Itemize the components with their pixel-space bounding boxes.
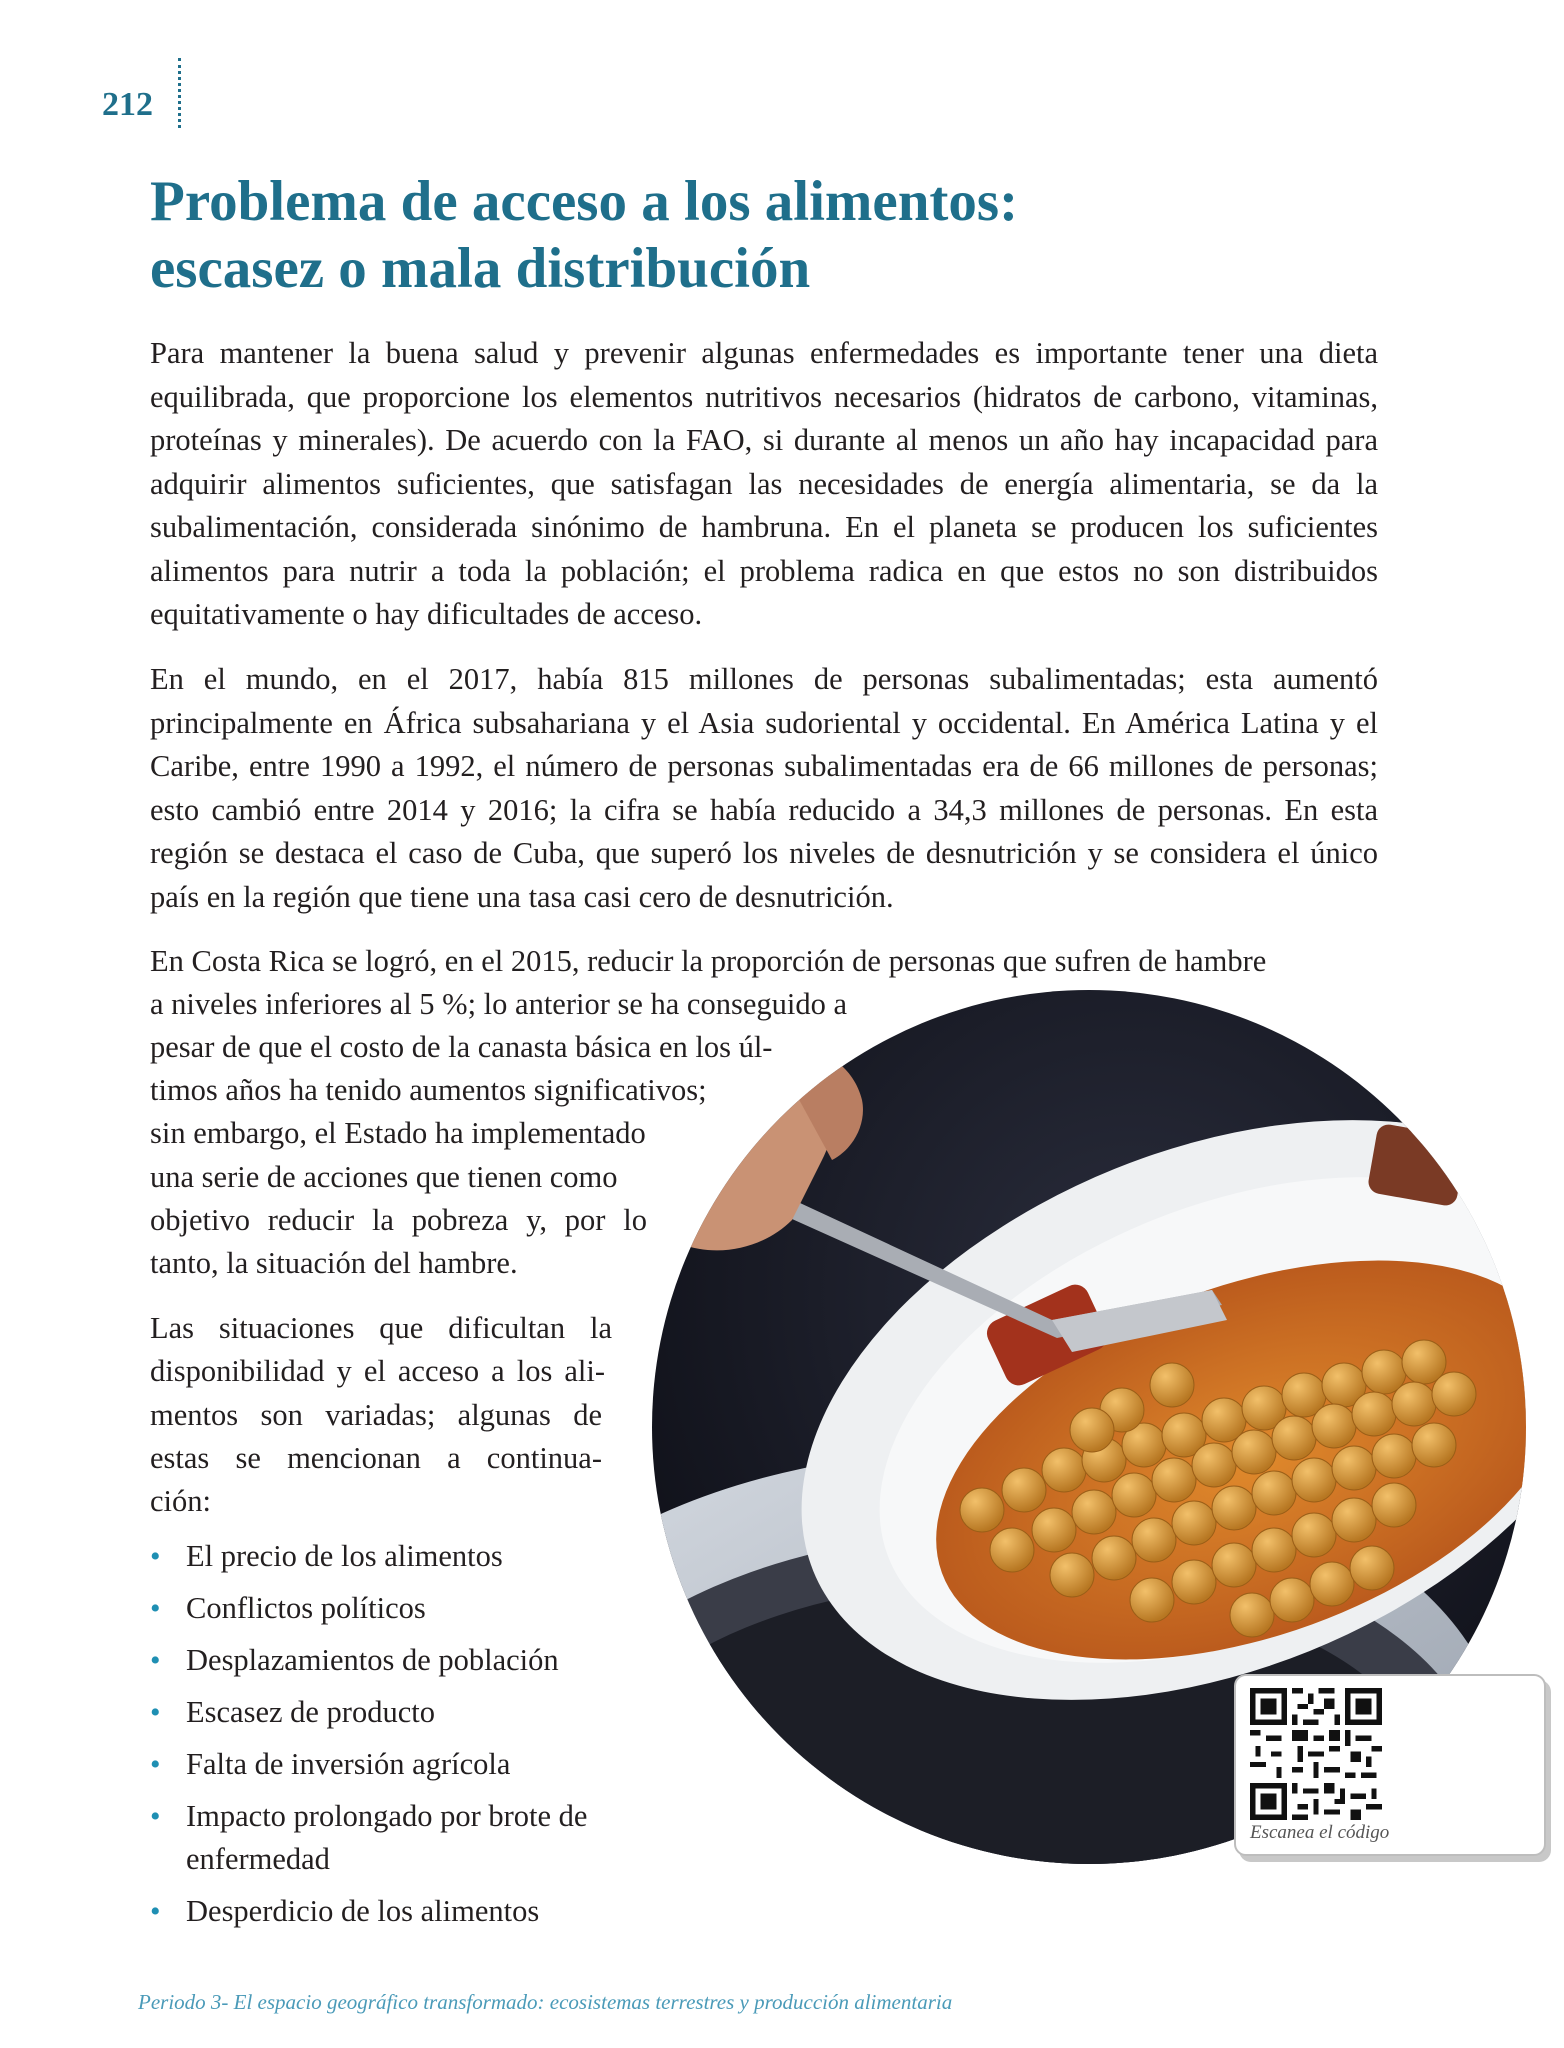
list-item: • Escasez de producto	[150, 1691, 670, 1734]
bullet-dot-icon: •	[150, 1540, 161, 1573]
list-item: • Impacto prolongado por brote de enfermedad	[150, 1795, 670, 1881]
list-item: • Falta de inversión agrícola	[150, 1743, 670, 1786]
page-number-divider	[178, 58, 181, 128]
bullet-list	[150, 1535, 670, 1942]
paragraph-2: En el mundo, en el 2017, había 815 millones de personas subalimentadas; esta aumentó principalmente en África subsahariana y el Asia sudoriental y occidental. En América Latina y el Caribe, entre 1990 a 1992, el número de personas subalimentadas era de 66 millones de personas; esto cambió entre 2014 y 2016; la cifra se había reducido a 34,3 millones de personas. En esta región se destaca el caso de Cuba, que superó los niveles de desnutrición y se considera el único país en la región que tiene una tasa casi cero de desnutrición.	[150, 662, 1378, 914]
wrapped-line: Las situaciones que dificultan la	[150, 1311, 612, 1345]
paragraph-1: Para mantener la buena salud y prevenir algunas enfermedades es importante tener una dieta equilibrada, que proporcione los elementos nutritivos necesarios (hidratos de carbono, vitaminas, proteínas y minerales). De acuerdo con la FAO, si durante al menos un año hay incapacidad para adquirir alimentos suficientes, que satisfagan las necesidades de energía alimentaria, se da la subalimentación, considerada sinónimo de hambruna. En el planeta se producen los suficientes alimentos para nutrir a toda la población; el problema radica en que estos no son distribuidos equitativamente o hay dificultades de acceso.	[150, 336, 1378, 631]
bullet-dot-icon: •	[150, 1748, 161, 1781]
list-item: • Desperdicio de los alimentos	[150, 1890, 670, 1933]
title-line-1: Problema de acceso a los alimentos:	[150, 170, 1019, 233]
paragraph-3-intro: En Costa Rica se logró, en el 2015, reducir la proporción de personas que sufren de hambre	[150, 944, 1267, 978]
wrapped-line: timos años ha tenido aumentos significativos;	[150, 1073, 707, 1107]
wrapped-line: estas se mencionan a continua-	[150, 1441, 602, 1475]
wrapped-line: una serie de acciones que tienen como	[150, 1160, 618, 1194]
wrapped-line: objetivo reducir la pobreza y, por lo	[150, 1203, 647, 1237]
bullet-dot-icon: •	[150, 1592, 161, 1625]
list-item: • Desplazamientos de población	[150, 1639, 670, 1682]
qr-label: Escanea el código	[1250, 1822, 1390, 1843]
qr-code-icon[interactable]	[1250, 1688, 1382, 1820]
wrapped-line: pesar de que el costo de la canasta básica en los úl-	[150, 1030, 773, 1064]
wrapped-line: tanto, la situación del hambre.	[150, 1246, 518, 1280]
qr-card	[1234, 1674, 1546, 1856]
page-number: 212	[102, 86, 153, 123]
wrapped-line: ción:	[150, 1484, 211, 1518]
list-item: • El precio de los alimentos	[150, 1535, 670, 1578]
list-item: • Conflictos políticos	[150, 1587, 670, 1630]
bullet-dot-icon: •	[150, 1644, 161, 1677]
page-footer: Periodo 3- El espacio geográfico transformado: ecosistemas terrestres y producción alimentaria	[138, 1990, 953, 2014]
page-title	[150, 168, 1450, 302]
wrapped-line: sin embargo, el Estado ha implementado	[150, 1116, 646, 1150]
wrapped-line: a niveles inferiores al 5 %; lo anterior se ha conseguido a	[150, 987, 848, 1021]
wrapped-line: mentos son variadas; algunas de	[150, 1398, 602, 1432]
title-line-2: escasez o mala distribución	[150, 237, 811, 300]
bullet-dot-icon: •	[150, 1696, 161, 1729]
bullet-dot-icon: •	[150, 1895, 161, 1928]
bullet-dot-icon: •	[150, 1800, 161, 1833]
wrapped-line: disponibilidad y el acceso a los ali-	[150, 1354, 605, 1388]
